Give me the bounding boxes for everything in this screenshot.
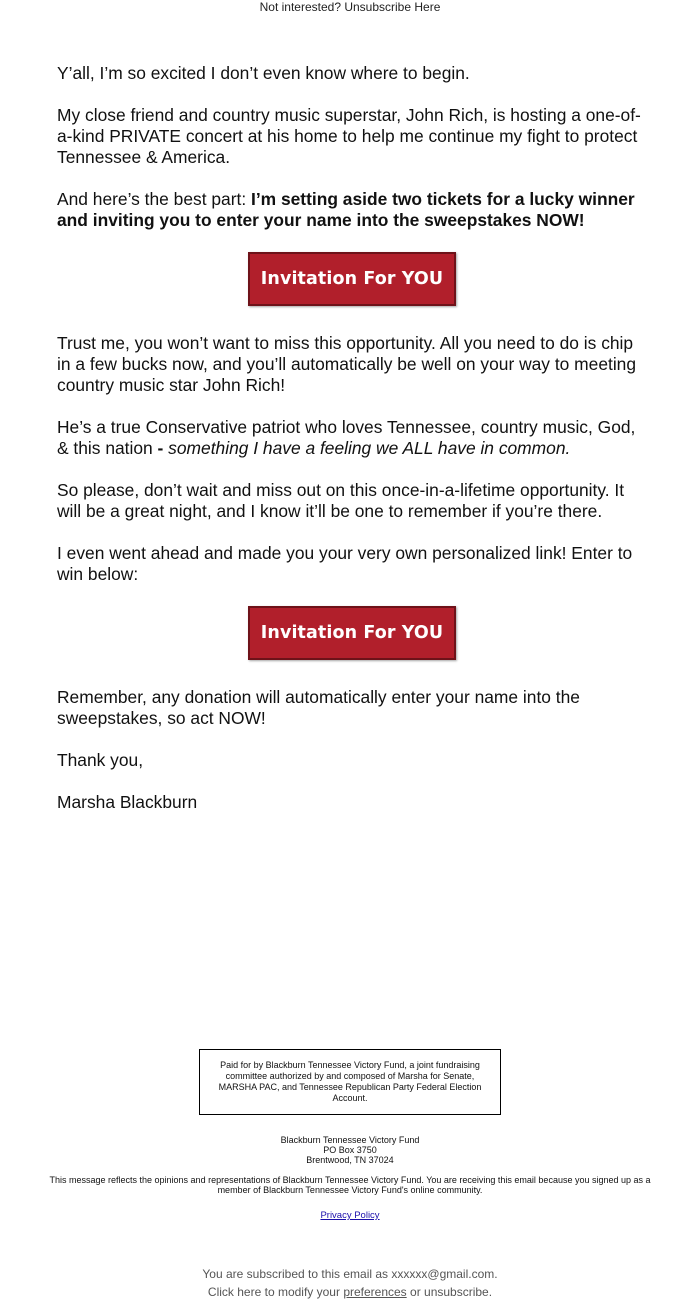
paragraph-dont-wait: So please, don’t wait and miss out on this once-in-a-lifetime opportunity. It will be a great night, and I know it’ll be one to remember if you’re there. bbox=[57, 480, 625, 521]
subscribed-suffix: . bbox=[494, 1267, 498, 1281]
paragraph-patriot bbox=[57, 417, 647, 459]
subscribed-prefix: You are subscribed to this email as bbox=[202, 1267, 392, 1281]
cta-wrapper-2 bbox=[57, 606, 647, 660]
paragraph-intro: Y’all, I’m so excited I don’t even know where to begin. bbox=[57, 63, 470, 83]
signature: Marsha Blackburn bbox=[57, 792, 198, 812]
unsubscribe-link[interactable]: Not interested? Unsubscribe Here bbox=[259, 0, 441, 14]
mailing-address bbox=[0, 1135, 700, 1165]
paragraph-personal-link: I even went ahead and made you your very own personalized link! Enter to win below: bbox=[57, 543, 633, 584]
privacy-policy-link[interactable]: Privacy Policy bbox=[320, 1210, 380, 1221]
modify-suffix: or unsubscribe. bbox=[406, 1285, 493, 1299]
modify-prefix: Click here to modify your bbox=[207, 1285, 344, 1299]
patriot-lead: He’s a true Conservative patriot who loves Tennessee, country music, God, & this nation bbox=[57, 417, 636, 458]
paragraph-remember: Remember, any donation will automatically enter your name into the sweepstakes, so act NOW! bbox=[57, 687, 580, 728]
preferences-link[interactable]: preferences bbox=[343, 1285, 407, 1299]
invitation-button-2[interactable]: Invitation For YOU bbox=[248, 606, 456, 660]
city-line: Brentwood, TN 37024 bbox=[306, 1155, 394, 1165]
paragraph-concert: My close friend and country music superstar, John Rich, is hosting a one-of-a-kind PRIVATE concert at his home to help me continue my fight to protect Tennessee & America. bbox=[57, 105, 641, 167]
paragraph-trust-me: Trust me, you won’t want to miss this opportunity. All you need to do is chip in a few bucks now, and you’ll automatically be well on your way to meeting country music star John Rich! bbox=[57, 333, 637, 395]
best-part-lead: And here’s the best part: bbox=[57, 189, 251, 209]
org-name: Blackburn Tennessee Victory Fund bbox=[280, 1135, 420, 1145]
modify-line bbox=[0, 1283, 700, 1301]
privacy-wrapper bbox=[0, 1210, 700, 1221]
email-body bbox=[57, 63, 647, 834]
best-part-bold: I’m setting aside two tickets for a lucky winner and inviting you to enter your name into the sweepstakes NOW! bbox=[57, 189, 635, 230]
paid-for-disclaimer: Paid for by Blackburn Tennessee Victory Fund, a joint fundraising committee authorized by and composed of Marsha for Senate, MARSHA PAC, and Tennessee Republican Party Federal Election Account. bbox=[199, 1049, 501, 1115]
invitation-button-1[interactable]: Invitation For YOU bbox=[248, 252, 456, 306]
subscription-notice bbox=[0, 1265, 700, 1301]
subscribed-line bbox=[0, 1265, 700, 1283]
cta-wrapper-1 bbox=[57, 252, 647, 306]
patriot-italic: something I have a feeling we ALL have in common. bbox=[168, 438, 571, 458]
paragraph-best-part bbox=[57, 189, 647, 231]
patriot-dash: - bbox=[157, 438, 169, 458]
subscribed-email: xxxxxx@gmail.com bbox=[391, 1267, 495, 1281]
opinions-notice: This message reflects the opinions and representations of Blackburn Tennessee Victory Fund. You are receiving this email because you signed up as a member of Blackburn Tennessee Victory Fund's online community. bbox=[49, 1175, 651, 1195]
closing: Thank you, bbox=[57, 750, 144, 770]
po-box: PO Box 3750 bbox=[323, 1145, 377, 1155]
